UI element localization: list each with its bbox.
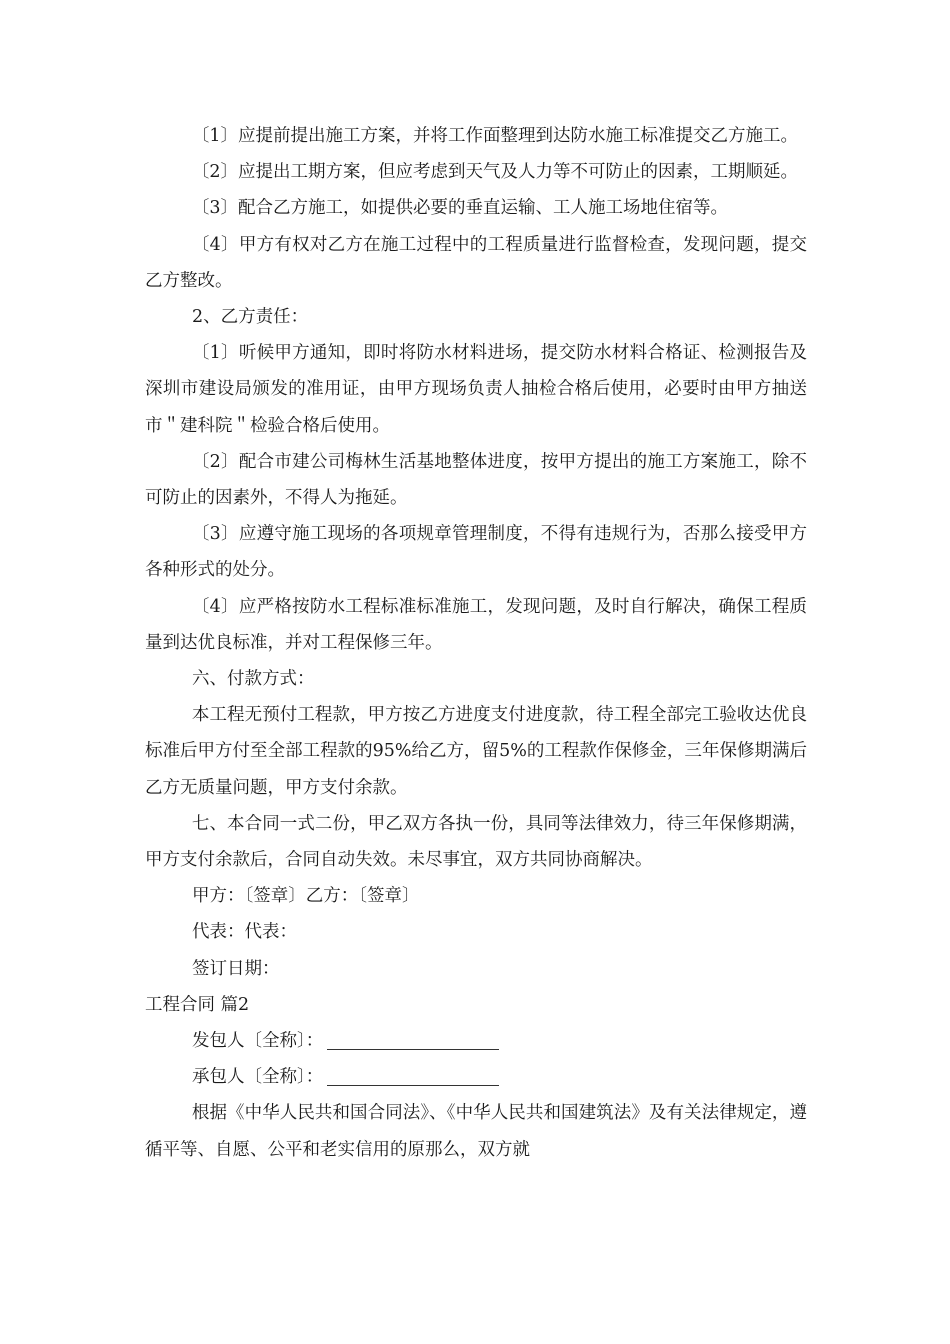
employer-blank — [327, 1032, 499, 1051]
clause-yi-2: 〔2〕配合市建公司梅林生活基地整体进度，按甲方提出的施工方案施工，除不可防止的因素外，不得人为拖延。 — [145, 451, 807, 509]
contract-2-preamble: 根据《中华人民共和国合同法》、《中华人民共和国建筑法》及有关法律规定，遵循平等、自愿、公平和老实信用的原那么，双方就 — [145, 1103, 807, 1160]
signing-date-line: 签订日期： — [192, 958, 280, 979]
section-yi-responsibility: 2、乙方责任： — [192, 307, 309, 328]
clause-jia-1: 〔1〕应提前提出施工方案，并将工作面整理到达防水施工标准提交乙方施工。 — [191, 126, 799, 146]
contractor-blank — [327, 1068, 499, 1087]
clause-seven: 七、本合同一式二份，甲乙双方各执一份，具同等法律效力，待三年保修期满，甲方支付余款后，合同自动失效。未尽事宜，双方共同协商解决。 — [145, 813, 807, 871]
clause-jia-3: 〔3〕配合乙方施工，如提供必要的垂直运输、工人施工场地住宿等。 — [191, 198, 729, 219]
signature-line: 甲方：〔签章〕乙方：〔签章〕 — [192, 886, 420, 907]
clause-yi-1: 〔1〕听候甲方通知，即时将防水材料进场，提交防水材料合格证、检测报告及深圳市建设局颁发的准用证，由甲方现场负责人抽检合格后使用，必要时由甲方抽送市＂建科院＂检验合格后使用。 — [145, 343, 807, 436]
employer-line — [145, 1023, 807, 1059]
clause-yi-3: 〔3〕应遵守施工现场的各项规章管理制度，不得有违规行为，否那么接受甲方各种形式的处分。 — [145, 524, 807, 581]
clause-yi-4: 〔4〕应严格按防水工程标准标准施工，发现问题，及时自行解决，确保工程质量到达优良标准，并对工程保修三年。 — [145, 596, 807, 653]
contract-2-title: 工程合同 篇2 — [145, 994, 250, 1015]
clause-jia-2: 〔2〕应提出工期方案，但应考虑到天气及人力等不可防止的因素，工期顺延。 — [191, 162, 799, 183]
contractor-label: 承包人〔全称〕： — [192, 1067, 324, 1088]
document-page — [145, 118, 807, 1168]
representative-line: 代表：代表： — [192, 922, 297, 943]
clause-jia-4: 〔4〕甲方有权对乙方在施工过程中的工程质量进行监督检查，发现问题，提交乙方整改。 — [145, 234, 807, 291]
employer-label: 发包人〔全称〕： — [192, 1031, 324, 1052]
payment-terms: 本工程无预付工程款，甲方按乙方进度支付进度款，待工程全部完工验收达优良标准后甲方付至全部工程款的95%给乙方，留5%的工程款作保修金，三年保修期满后乙方无质量问题，甲方支付余款。 — [145, 705, 807, 798]
section-payment-heading: 六、付款方式： — [192, 669, 315, 690]
contractor-line — [145, 1059, 807, 1095]
